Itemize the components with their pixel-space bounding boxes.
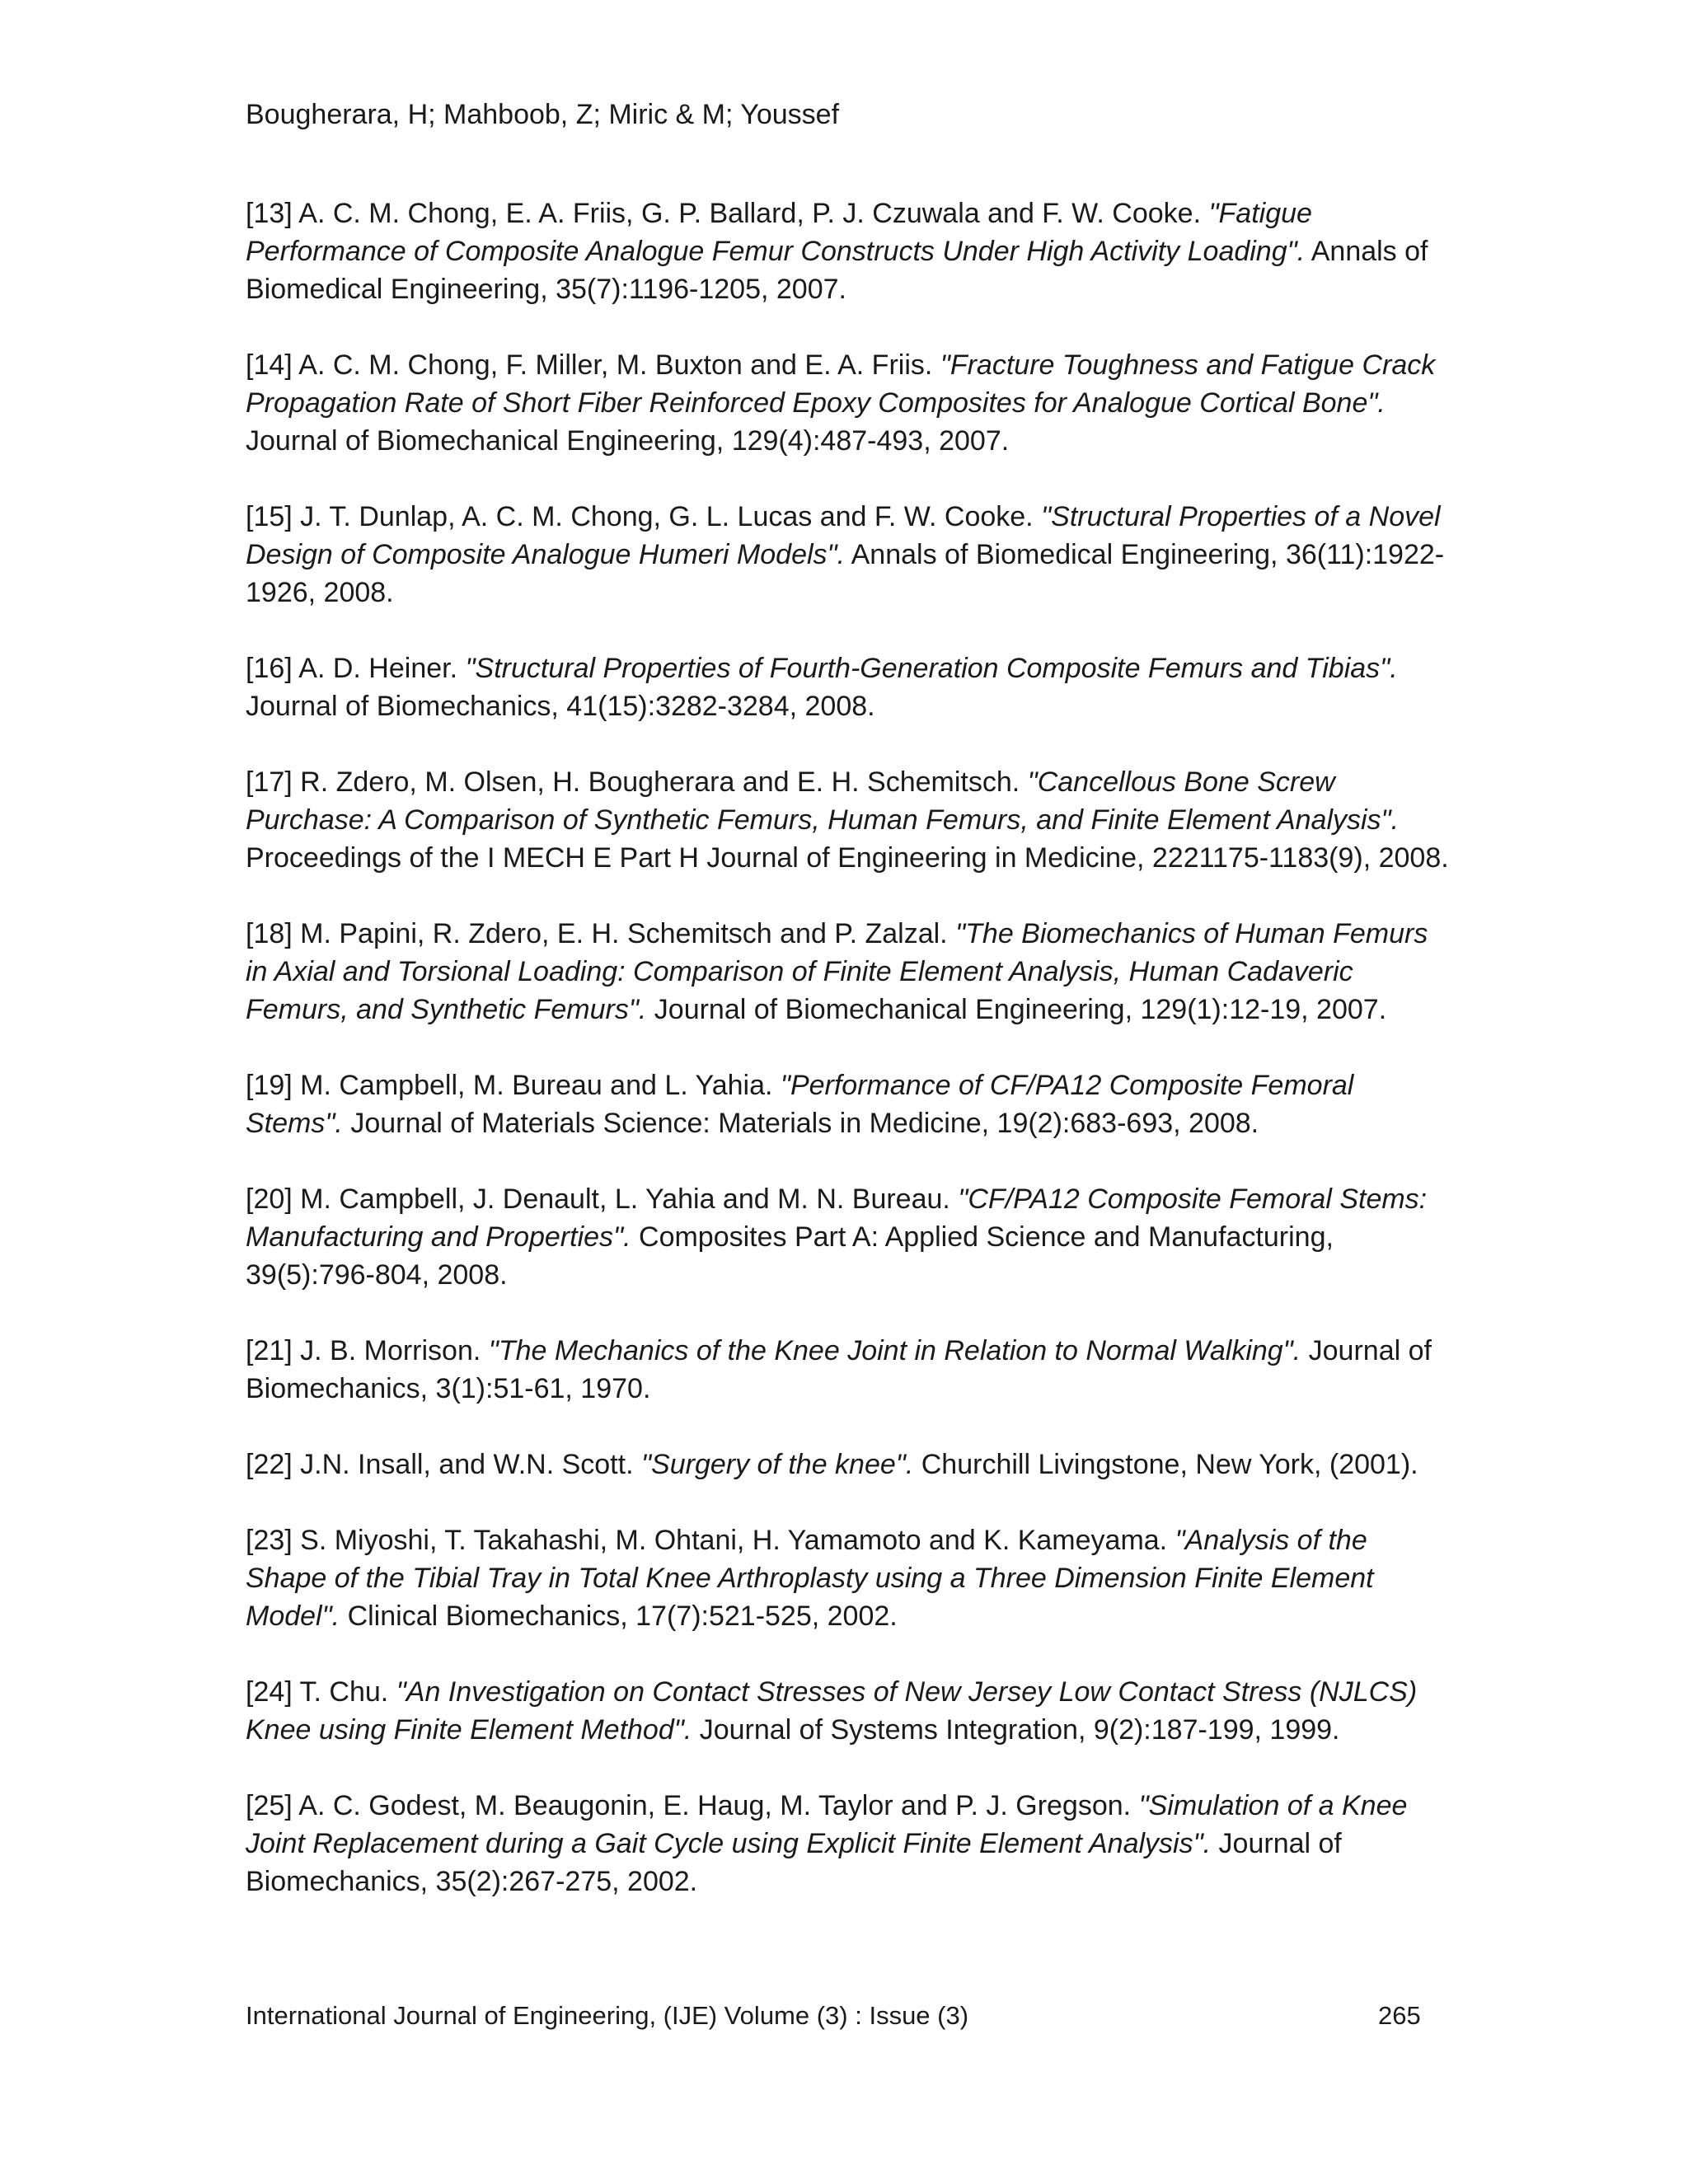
reference-title-text: "Performance of CF/PA12 Composite Femoral	[780, 1070, 1354, 1101]
reference-text: [18] M. Papini, R. Zdero, E. H. Schemitsch and P. Zalzal.	[246, 918, 956, 949]
reference-text: [25] A. C. Godest, M. Beaugonin, E. Haug, M. Taylor and P. J. Gregson.	[246, 1790, 1139, 1821]
reference-title-text: "Structural Properties of Fourth-Generation Composite Femurs and Tibias".	[465, 653, 1398, 684]
reference-line	[246, 1180, 1449, 1218]
reference-entry	[246, 194, 1449, 308]
reference-text: Journal of Materials Science: Materials in Medicine, 19(2):683-693, 2008.	[342, 1108, 1259, 1139]
reference-entry	[246, 1066, 1449, 1142]
reference-text: [21] J. B. Morrison.	[246, 1335, 489, 1366]
reference-title-text: Shape of the Tibial Tray in Total Knee Arthroplasty using a Three Dimension Finite Element	[246, 1563, 1374, 1594]
reference-line	[246, 953, 1449, 991]
reference-line	[246, 649, 1449, 687]
reference-title-text: Manufacturing and Properties".	[246, 1221, 631, 1253]
reference-line	[246, 991, 1449, 1029]
reference-text: Journal of	[1211, 1828, 1342, 1859]
reference-title-text: Stems".	[246, 1108, 343, 1139]
reference-line	[246, 1825, 1449, 1863]
reference-text: Journal of Biomechanical Engineering, 129(4):487-493, 2007.	[246, 425, 1010, 457]
reference-line	[246, 346, 1449, 384]
reference-text: Biomedical Engineering, 35(7):1196-1205, 2007.	[246, 274, 846, 305]
reference-title-text: in Axial and Torsional Loading: Comparison of Finite Element Analysis, Human Cadaveric	[246, 956, 1353, 987]
reference-title-text: "The Biomechanics of Human Femurs	[955, 918, 1428, 949]
reference-text: [13] A. C. M. Chong, E. A. Friis, G. P. Ballard, P. J. Czuwala and F. W. Cooke.	[246, 198, 1209, 229]
reference-text: [17] R. Zdero, M. Olsen, H. Bougherara and E. H. Schemitsch.	[246, 766, 1028, 798]
reference-line	[246, 839, 1449, 877]
reference-title-text: "Analysis of the	[1175, 1525, 1367, 1556]
reference-text: Annals of Biomedical Engineering, 36(11):1922-	[845, 539, 1445, 570]
reference-text: [15] J. T. Dunlap, A. C. M. Chong, G. L. Lucas and F. W. Cooke.	[246, 501, 1042, 532]
page-number: 265	[1378, 2001, 1421, 2030]
reference-entry	[246, 1521, 1449, 1635]
reference-text: Journal of Systems Integration, 9(2):187-199, 1999.	[692, 1714, 1340, 1746]
reference-entry	[246, 1673, 1449, 1749]
reference-text: [24] T. Chu.	[246, 1676, 396, 1708]
reference-title-text: "Cancellous Bone Screw	[1027, 766, 1335, 798]
reference-title-text: "Fatigue	[1208, 198, 1312, 229]
reference-entry	[246, 1332, 1449, 1408]
reference-line	[246, 1521, 1449, 1559]
reference-line	[246, 687, 1449, 725]
reference-list	[246, 194, 1449, 1938]
reference-title-text: "Simulation of a Knee	[1138, 1790, 1408, 1821]
footer-journal-info: International Journal of Engineering, (IJE) Volume (3) : Issue (3)	[246, 2001, 969, 2030]
reference-line	[246, 498, 1449, 536]
reference-line	[246, 1066, 1449, 1104]
reference-text: [19] M. Campbell, M. Bureau and L. Yahia.	[246, 1070, 781, 1101]
reference-line	[246, 1256, 1449, 1294]
reference-text: Biomechanics, 3(1):51-61, 1970.	[246, 1373, 651, 1404]
reference-title-text: Purchase: A Comparison of Synthetic Femurs, Human Femurs, and Finite Element Analysis".	[246, 804, 1400, 836]
reference-title-text: "CF/PA12 Composite Femoral Stems:	[958, 1183, 1428, 1215]
reference-line	[246, 1218, 1449, 1256]
reference-text: 39(5):796-804, 2008.	[246, 1259, 508, 1291]
reference-title-text: Performance of Composite Analogue Femur Constructs Under High Activity Loading".	[246, 236, 1306, 267]
reference-line	[246, 1673, 1449, 1711]
reference-text: [16] A. D. Heiner.	[246, 653, 466, 684]
reference-entry	[246, 649, 1449, 725]
reference-line	[246, 801, 1449, 839]
reference-line	[246, 232, 1449, 270]
reference-line	[246, 384, 1449, 422]
reference-text: [22] J.N. Insall, and W.N. Scott.	[246, 1449, 641, 1480]
reference-line	[246, 1370, 1449, 1408]
reference-line	[246, 763, 1449, 801]
reference-line	[246, 194, 1449, 232]
reference-title-text: Knee using Finite Element Method".	[246, 1714, 692, 1746]
reference-text: Annals of	[1305, 236, 1428, 267]
reference-line	[246, 1863, 1449, 1900]
reference-text: [14] A. C. M. Chong, F. Miller, M. Buxton and E. A. Friis.	[246, 349, 940, 381]
reference-text: Journal of Biomechanics, 41(15):3282-3284, 2008.	[246, 691, 875, 722]
reference-line	[246, 1711, 1449, 1749]
reference-entry	[246, 763, 1449, 877]
reference-line	[246, 1104, 1449, 1142]
reference-entry	[246, 346, 1449, 460]
reference-title-text: "The Mechanics of the Knee Joint in Relation to Normal Walking".	[488, 1335, 1301, 1366]
reference-text: Churchill Livingstone, New York, (2001).	[913, 1449, 1418, 1480]
reference-title-text: Femurs, and Synthetic Femurs".	[246, 994, 647, 1025]
reference-text: Journal of	[1301, 1335, 1432, 1366]
reference-line	[246, 1446, 1449, 1483]
reference-text: Journal of Biomechanical Engineering, 129(1):12-19, 2007.	[646, 994, 1387, 1025]
reference-title-text: "An Investigation on Contact Stresses of New Jersey Low Contact Stress (NJLCS)	[396, 1676, 1418, 1708]
reference-entry	[246, 1446, 1449, 1483]
reference-text: Clinical Biomechanics, 17(7):521-525, 2002.	[340, 1601, 898, 1632]
reference-text: [23] S. Miyoshi, T. Takahashi, M. Ohtani, H. Yamamoto and K. Kameyama.	[246, 1525, 1175, 1556]
reference-text: Biomechanics, 35(2):267-275, 2002.	[246, 1866, 698, 1897]
reference-line	[246, 1787, 1449, 1825]
reference-title-text: Design of Composite Analogue Humeri Models".	[246, 539, 846, 570]
reference-line	[246, 574, 1449, 612]
reference-line	[246, 1559, 1449, 1597]
reference-line	[246, 270, 1449, 308]
reference-line	[246, 422, 1449, 460]
reference-line	[246, 915, 1449, 953]
reference-text: Composites Part A: Applied Science and Manufacturing,	[631, 1221, 1334, 1253]
reference-entry	[246, 1787, 1449, 1900]
reference-title-text: Propagation Rate of Short Fiber Reinforced Epoxy Composites for Analogue Cortical Bone".	[246, 387, 1386, 419]
reference-title-text: Model".	[246, 1601, 340, 1632]
reference-title-text: "Structural Properties of a Novel	[1041, 501, 1441, 532]
reference-entry	[246, 1180, 1449, 1294]
reference-entry	[246, 915, 1449, 1029]
reference-text: [20] M. Campbell, J. Denault, L. Yahia and M. N. Bureau.	[246, 1183, 959, 1215]
running-header-authors: Bougherara, H; Mahboob, Z; Miric & M; Youssef	[246, 99, 840, 130]
reference-entry	[246, 498, 1449, 612]
reference-text: Proceedings of the I MECH E Part H Journal of Engineering in Medicine, 2221175-1183(9), 2008.	[246, 842, 1449, 874]
reference-text: 1926, 2008.	[246, 577, 394, 608]
reference-line	[246, 1332, 1449, 1370]
reference-line	[246, 536, 1449, 574]
reference-title-text: "Surgery of the knee".	[640, 1449, 914, 1480]
reference-line	[246, 1597, 1449, 1635]
reference-title-text: Joint Replacement during a Gait Cycle using Explicit Finite Element Analysis".	[246, 1828, 1212, 1859]
reference-title-text: "Fracture Toughness and Fatigue Crack	[940, 349, 1436, 381]
